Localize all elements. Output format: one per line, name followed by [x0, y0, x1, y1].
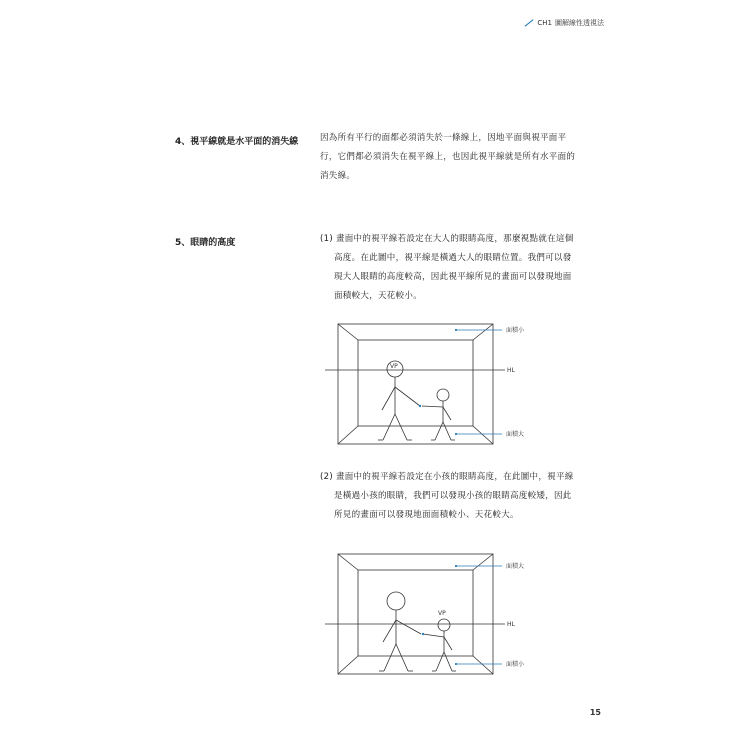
section-5-title: 5、眼睛的高度: [175, 238, 236, 248]
slash-mark-icon: [524, 18, 534, 28]
back-wall: [358, 570, 473, 656]
bottom-area-label: 面積小: [506, 661, 525, 668]
text-line: 現大人眼睛的高度較高，因此視平線所見的畫面可以發現地面: [334, 272, 572, 282]
section-5-paragraph-1: [320, 230, 620, 306]
text-line: (2) 畫面中的視平線若設定在小孩的眼睛高度，在此圖中，視平線: [320, 472, 574, 482]
text-line: 面積較大，天花較小。: [334, 291, 423, 301]
text-line: 是橫過小孩的眼睛，我們可以發現小孩的眼睛高度較矮，因此: [334, 491, 572, 501]
section-5-paragraph-2: [320, 468, 620, 525]
hand-dot: [419, 405, 421, 407]
top-area-label: 面積大: [506, 563, 525, 570]
text-line: 消失線。: [320, 171, 356, 181]
adult-head: [387, 592, 405, 610]
chapter-label: CH1: [537, 19, 552, 27]
child-head: [438, 619, 450, 631]
section-4-title: 4、視平線就是水平面的消失線: [175, 137, 299, 147]
vp-label: VP: [390, 363, 398, 370]
section-4-body: [320, 129, 620, 186]
text-line: 因為所有平行的面都必須消失於一條線上，因地平面與視平面平: [320, 133, 567, 143]
figure-child-eye-level: [320, 548, 540, 678]
figure-adult-eye-level: [320, 318, 540, 448]
bottom-area-label: 面積大: [506, 431, 525, 438]
text-line: 所見的畫面可以發現地面面積較小、天花較大。: [334, 510, 519, 520]
child-head: [437, 389, 449, 401]
chapter-title: 圖解線性透視法: [555, 19, 604, 27]
running-header: [524, 18, 604, 28]
text-line: 高度。在此圖中，視平線是橫過大人的眼睛位置。我們可以發: [334, 253, 572, 263]
vp-label: VP: [438, 610, 446, 617]
hl-label: HL: [507, 367, 515, 374]
top-area-label: 面積小: [506, 327, 525, 334]
text-line: (1) 畫面中的視平線若設定在大人的眼睛高度，那麼視點就在這個: [320, 234, 574, 244]
page-number: 15: [589, 708, 601, 717]
text-line: 行，它們都必須消失在視平線上，也因此視平線就是所有水平面的: [320, 152, 576, 162]
back-wall: [358, 340, 473, 426]
hand-dot: [422, 633, 424, 635]
hl-label: HL: [507, 621, 515, 628]
